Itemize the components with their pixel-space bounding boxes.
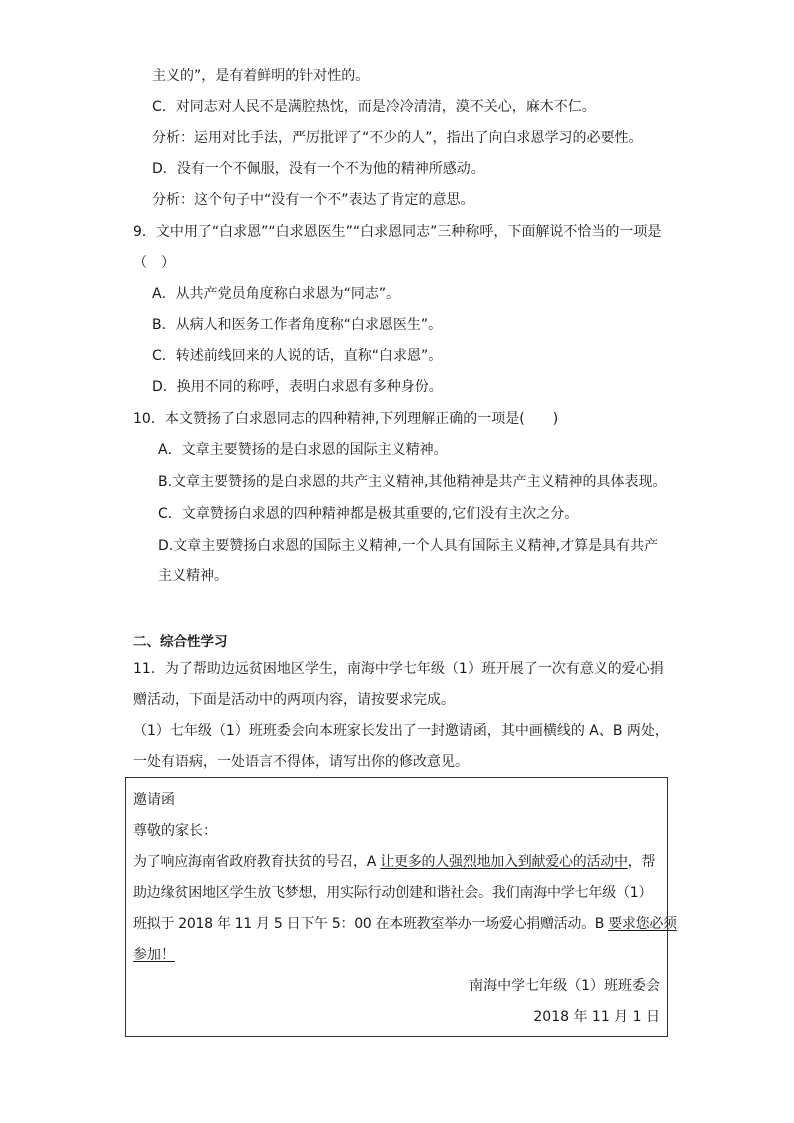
q11-stem-1: 11．为了帮助边远贫困地区学生，南海中学七年级（1）班开展了一次有意义的爱心捐 [133,661,664,677]
underlined-segment-a: 让更多的人强烈地加入到献爱心的活动中 [380,854,628,870]
underlined-segment-b: 要求您必须 [608,916,677,932]
q9-stem-1: 9．文中用了“白求恩”“白求恩医生”“白求恩同志”三种称呼，下面解说不恰当的一项是 [133,224,662,240]
q10-option-c: C．文章赞扬白求恩的四种精神都是极其重要的,它们没有主次之分。 [158,506,579,522]
q10-option-d-2: 主义精神。 [158,568,228,584]
q11-stem-2: 赠活动，下面是活动中的两项内容，请按要求完成。 [133,692,455,708]
letter-line-1-post: ，帮 [627,854,656,870]
letter-line-3 [133,914,677,934]
q10-stem: 10．本文赞扬了白求恩同志的四种精神,下列理解正确的一项是( ) [133,411,559,427]
letter-line-4 [133,945,175,965]
section-heading: 二、综合性学习 [133,634,228,650]
q11-sub1-2: 一处有语病，一处语言不得体，请写出你的修改意见。 [133,754,469,770]
invitation-letter-box [125,777,668,1037]
q9-stem-2: （ ） [133,255,175,271]
letter-line-1-pre: 为了响应海南省政府教育扶贫的号召，A [133,854,381,870]
q11-sub1-1: （1）七年级（1）班班委会向本班家长发出了一封邀请函，其中画横线的 A、B 两处， [133,723,669,739]
letter-title: 邀请函 [133,792,175,808]
q9-option-a: A．从共产党员角度称白求恩为“同志”。 [152,286,401,302]
q9-option-b: B．从病人和医务工作者角度称“白求恩医生”。 [152,317,443,333]
letter-line-3-pre: 班拟于 2018 年 11 月 5 日下午 5：00 在本班教室举办一场爱心捐赠活动。B [133,916,609,932]
q10-option-a: A．文章主要赞扬的是白求恩的国际主义精神。 [158,442,448,458]
q8-analysis-d: 分析：这个句子中“没有一个不”表达了肯定的意思。 [152,192,475,208]
letter-salutation: 尊敬的家长： [133,823,217,839]
q8-option-d: D．没有一个不佩服，没有一个不为他的精神所感动。 [152,161,485,177]
underlined-segment-b-end: 参加！ [133,947,175,963]
q10-option-b: B.文章主要赞扬的是白求恩的共产主义精神,其他精神是共产主义精神的具体表现。 [158,474,667,490]
letter-date: 2018 年 11 月 1 日 [533,1009,660,1025]
q9-option-d: D．换用不同的称呼，表明白求恩有多种身份。 [152,379,443,395]
letter-signature: 南海中学七年级（1）班班委会 [469,978,660,994]
q8-analysis-c: 分析：运用对比手法，严厉批评了“不少的人”，指出了向白求恩学习的必要性。 [152,130,643,146]
q8-option-c: C．对同志对人民不是满腔热忱，而是冷冷清清，漠不关心，麻木不仁。 [152,99,596,115]
letter-line-2: 助边缘贫困地区学生放飞梦想，用实际行动创建和谐社会。我们南海中学七年级（1） [133,885,653,901]
q8-line-end: 主义的”，是有着鲜明的针对性的。 [152,68,370,84]
q10-option-d-1: D.文章主要赞扬白求恩的国际主义精神,一个人具有国际主义精神,才算是具有共产 [158,538,659,554]
letter-line-1 [133,852,655,872]
q9-option-c: C．转述前线回来的人说的话，直称“白求恩”。 [152,348,443,364]
